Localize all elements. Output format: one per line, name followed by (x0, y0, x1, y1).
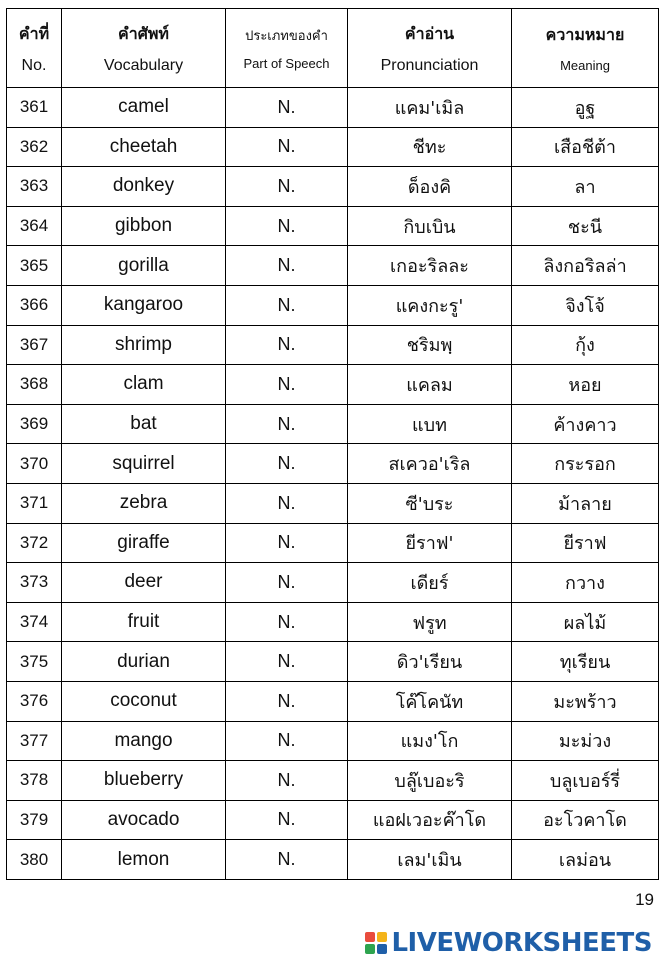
header-pron-thai: คำอ่าน (404, 23, 455, 43)
table-row (7, 365, 659, 405)
vocabulary-word: squirrel (62, 444, 226, 484)
part-of-speech: N. (226, 444, 348, 484)
table-row (7, 483, 659, 523)
header-vocabulary (62, 9, 226, 88)
header-mean-thai: ความหมาย (545, 25, 625, 44)
meaning: อะโวคาโด (512, 800, 659, 840)
vocabulary-word: cheetah (62, 127, 226, 167)
pronunciation: เลม'เมิน (348, 840, 512, 880)
header-pos-en: Part of Speech (243, 56, 330, 71)
table-row (7, 325, 659, 365)
row-number: 374 (7, 602, 62, 642)
vocabulary-word: blueberry (62, 761, 226, 801)
meaning: กวาง (512, 563, 659, 603)
part-of-speech: N. (226, 167, 348, 207)
table-row (7, 602, 659, 642)
vocabulary-word: fruit (62, 602, 226, 642)
pronunciation: แคลม (348, 365, 512, 405)
meaning: กุ้ง (512, 325, 659, 365)
header-mean-en: Meaning (560, 58, 610, 73)
header-pronunciation (348, 9, 512, 88)
row-number: 368 (7, 365, 62, 405)
meaning: ชะนี (512, 206, 659, 246)
page-number: 19 (635, 890, 654, 909)
part-of-speech: N. (226, 642, 348, 682)
meaning: ลา (512, 167, 659, 207)
table-row (7, 721, 659, 761)
vocabulary-word: avocado (62, 800, 226, 840)
table-row (7, 246, 659, 286)
pronunciation: แคงกะรู' (348, 285, 512, 325)
logo-square (377, 944, 387, 954)
part-of-speech: N. (226, 404, 348, 444)
part-of-speech: N. (226, 840, 348, 880)
row-number: 366 (7, 285, 62, 325)
pronunciation: กิบเบิน (348, 206, 512, 246)
part-of-speech: N. (226, 563, 348, 603)
table-row (7, 404, 659, 444)
row-number: 362 (7, 127, 62, 167)
vocabulary-word: zebra (62, 483, 226, 523)
table-row (7, 127, 659, 167)
row-number: 378 (7, 761, 62, 801)
table-row (7, 800, 659, 840)
row-number: 361 (7, 88, 62, 128)
part-of-speech: N. (226, 602, 348, 642)
table-row (7, 167, 659, 207)
header-meaning (512, 9, 659, 88)
part-of-speech: N. (226, 285, 348, 325)
vocabulary-table (6, 8, 659, 880)
row-number: 372 (7, 523, 62, 563)
part-of-speech: N. (226, 88, 348, 128)
header-no-en: No. (21, 56, 47, 74)
table-row (7, 206, 659, 246)
vocabulary-word: bat (62, 404, 226, 444)
pronunciation: เกอะริลละ (348, 246, 512, 286)
vocabulary-word: gibbon (62, 206, 226, 246)
logo-square (365, 944, 375, 954)
pronunciation: บลู๊เบอะริ (348, 761, 512, 801)
brand-name: LIVEWORKSHEETS (391, 928, 652, 958)
pronunciation: แบท (348, 404, 512, 444)
table-row (7, 840, 659, 880)
part-of-speech: N. (226, 721, 348, 761)
meaning: อูฐ (512, 88, 659, 128)
logo-square (365, 932, 375, 942)
vocabulary-word: shrimp (62, 325, 226, 365)
meaning: มะพร้าว (512, 681, 659, 721)
meaning: ลิงกอริลล่า (512, 246, 659, 286)
row-number: 367 (7, 325, 62, 365)
table-row (7, 681, 659, 721)
part-of-speech: N. (226, 681, 348, 721)
table-row (7, 523, 659, 563)
header-pos-thai: ประเภทของคำ (245, 29, 328, 44)
row-number: 364 (7, 206, 62, 246)
pronunciation: สเควอ'เริล (348, 444, 512, 484)
vocabulary-word: clam (62, 365, 226, 405)
table-row (7, 563, 659, 603)
vocabulary-word: durian (62, 642, 226, 682)
meaning: บลูเบอร์รี่ (512, 761, 659, 801)
meaning: ม้าลาย (512, 483, 659, 523)
vocabulary-word: deer (62, 563, 226, 603)
meaning: จิงโจ้ (512, 285, 659, 325)
vocabulary-word: giraffe (62, 523, 226, 563)
pronunciation: เดียร์ (348, 563, 512, 603)
part-of-speech: N. (226, 127, 348, 167)
header-pron-en: Pronunciation (380, 56, 479, 74)
pronunciation: ชริมพฺ (348, 325, 512, 365)
row-number: 373 (7, 563, 62, 603)
row-number: 380 (7, 840, 62, 880)
pronunciation: แมง'โก (348, 721, 512, 761)
meaning: กระรอก (512, 444, 659, 484)
pronunciation: แคม'เมิล (348, 88, 512, 128)
vocabulary-word: gorilla (62, 246, 226, 286)
header-no-thai: คำที่ (18, 23, 50, 43)
meaning: หอย (512, 365, 659, 405)
pronunciation: ฟรูท (348, 602, 512, 642)
part-of-speech: N. (226, 246, 348, 286)
part-of-speech: N. (226, 206, 348, 246)
meaning: มะม่วง (512, 721, 659, 761)
row-number: 376 (7, 681, 62, 721)
header-vocab-thai: คำศัพท์ (118, 23, 169, 43)
vocabulary-word: coconut (62, 681, 226, 721)
brand-footer (365, 928, 652, 958)
row-number: 365 (7, 246, 62, 286)
table-header-row (7, 9, 659, 88)
vocabulary-word: donkey (62, 167, 226, 207)
meaning: ผลไม้ (512, 602, 659, 642)
row-number: 370 (7, 444, 62, 484)
part-of-speech: N. (226, 483, 348, 523)
row-number: 379 (7, 800, 62, 840)
pronunciation: ซี'บระ (348, 483, 512, 523)
table-row (7, 642, 659, 682)
table-body (7, 88, 659, 880)
row-number: 371 (7, 483, 62, 523)
pronunciation: แอฝเวอะค๊าโด (348, 800, 512, 840)
meaning: ยีราฟ (512, 523, 659, 563)
header-vocab-en: Vocabulary (103, 56, 184, 74)
liveworksheets-logo-icon (365, 932, 387, 954)
pronunciation: ด็องคิ (348, 167, 512, 207)
row-number: 377 (7, 721, 62, 761)
meaning: ทุเรียน (512, 642, 659, 682)
vocabulary-word: lemon (62, 840, 226, 880)
table-row (7, 285, 659, 325)
part-of-speech: N. (226, 523, 348, 563)
pronunciation: ชีทะ (348, 127, 512, 167)
part-of-speech: N. (226, 761, 348, 801)
table-row (7, 761, 659, 801)
row-number: 375 (7, 642, 62, 682)
meaning: เลม่อน (512, 840, 659, 880)
vocabulary-word: camel (62, 88, 226, 128)
pronunciation: ดิว'เรียน (348, 642, 512, 682)
table-row (7, 88, 659, 128)
pronunciation: โค๊โคนัท (348, 681, 512, 721)
logo-square (377, 932, 387, 942)
header-no (7, 9, 62, 88)
pronunciation: ยีราฟ' (348, 523, 512, 563)
meaning: ค้างคาว (512, 404, 659, 444)
part-of-speech: N. (226, 365, 348, 405)
part-of-speech: N. (226, 325, 348, 365)
vocabulary-word: mango (62, 721, 226, 761)
meaning: เสือชีต้า (512, 127, 659, 167)
part-of-speech: N. (226, 800, 348, 840)
row-number: 363 (7, 167, 62, 207)
vocabulary-word: kangaroo (62, 285, 226, 325)
table-row (7, 444, 659, 484)
row-number: 369 (7, 404, 62, 444)
header-part-of-speech (226, 9, 348, 88)
